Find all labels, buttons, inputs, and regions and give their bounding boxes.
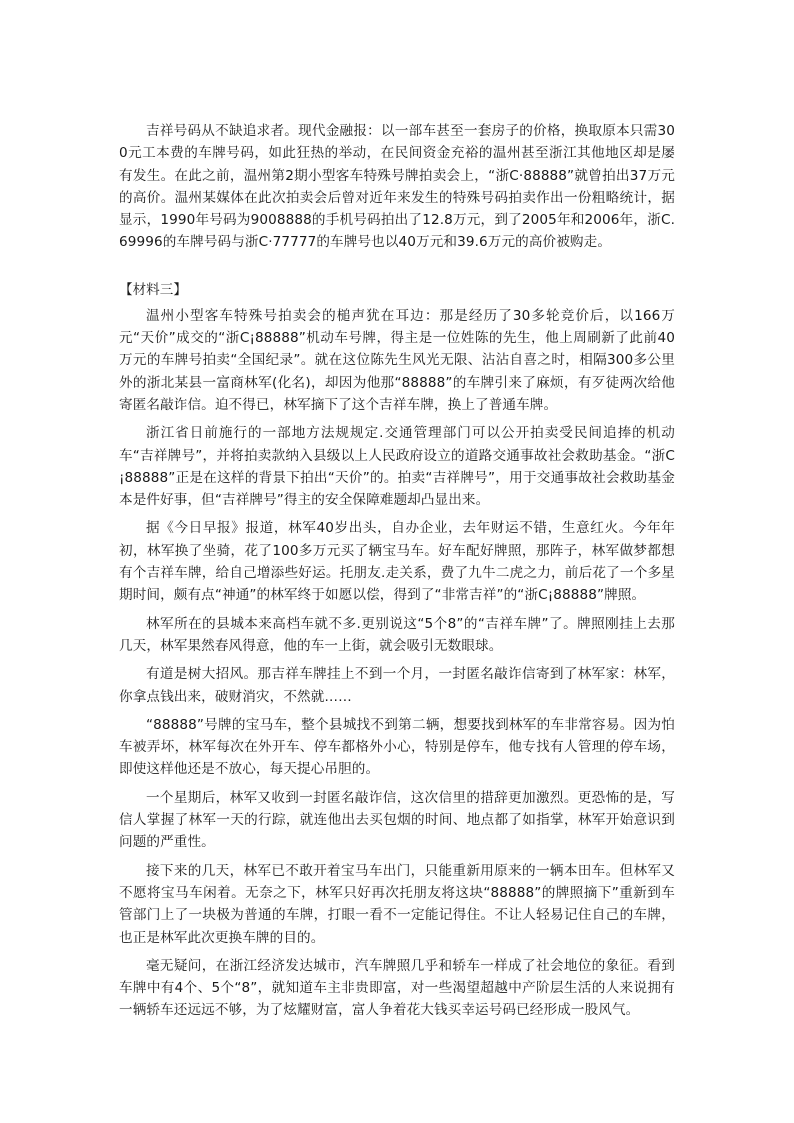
document-page (119, 120, 675, 1028)
body-paragraph: 一个星期后，林军又收到一封匿名敲诈信，这次信里的措辞更加激烈。更恐怖的是，写信人掌握了林军一天的行踪，就连他出去买包烟的时间、地点都了如指掌，林军开始意识到问题的严重性。 (119, 789, 675, 851)
body-paragraph: “88888”号牌的宝马车，整个县城找不到第二辆，想要找到林军的车非常容易。因为怕车被弄坏，林军每次在外开车、停车都格外小心，特别是停车，他专找有人管理的停车场，即使这样他还是不放心，每天提心吊胆的。 (119, 716, 675, 778)
intro-paragraph: 吉祥号码从不缺追求者。现代金融报：以一部车甚至一套房子的价格，换取原本只需300元工本费的车牌号码，如此狂热的举动，在民间资金充裕的温州甚至浙江其他地区却是屡有发生。在此之前，温州第2期小型客车特殊号牌拍卖会上，“浙C·88888”就曾拍出37万元的高价。温州某媒体在此次拍卖会后曾对近年来发生的特殊号码拍卖作出一份粗略统计，据显示，1990年号码为9008888的手机号码拍出了12.8万元，到了2005年和2006年，浙C.69996的车牌号码与浙C·77777的车牌号也以40万元和39.6万元的高价被购走。 (119, 123, 675, 251)
body-paragraph: 浙江省日前施行的一部地方法规规定.交通管理部门可以公开拍卖受民间追捧的机动车“吉祥牌号”，并将拍卖款纳入县级以上人民政府设立的道路交通事故社会救助基金。“浙C¡88888”正是在这样的背景下拍出“天价”的。拍卖“吉祥牌号”，用于交通事故社会救助基金本是件好事，但“吉祥牌号”得主的安全保障难题却凸显出来。 (119, 425, 675, 509)
body-paragraph: 有道是树大招风。那吉祥车牌挂上不到一个月，一封匿名敲诈信寄到了林军家：林军，你拿点钱出来，破财消灾，不然就…… (119, 666, 675, 705)
body-paragraph: 接下来的几天，林军已不敢开着宝马车出门，只能重新用原来的一辆本田车。但林军又不愿将宝马车闲着。无奈之下，林军只好再次托朋友将这块“88888”的牌照摘下”重新到车管部门上了一块极为普通的车牌，打眼一看不一定能记得住。不让人轻易记住自己的车牌，也正是林军此次更换车牌的目的。 (119, 862, 675, 946)
body-paragraph: 林军所在的县城本来高档车就不多.更别说这“5个8”的“吉祥车牌”了。牌照刚挂上去那几天，林军果然春风得意，他的车一上街，就会吸引无数眼球。 (119, 615, 675, 654)
body-paragraph: 毫无疑问，在浙江经济发达城市，汽车牌照几乎和轿车一样成了社会地位的象征。看到车牌中有4个、5个“8”，就知道车主非贵即富，对一些渴望超越中产阶层生活的人来说拥有一辆轿车还远远不够，为了炫耀财富，富人争着花大钱买幸运号码已经形成一股风气。 (119, 957, 675, 1019)
section-title: 【材料三】 (119, 281, 187, 298)
body-paragraph: 据《今日早报》报道，林军40岁出头，自办企业，去年财运不错，生意红火。今年年初，林军换了坐骑，花了100多万元买了辆宝马车。好车配好牌照，那阵子，林军做梦都想有个吉祥车牌，给自己增添些好运。托朋友.走关系，费了九牛二虎之力，前后花了一个多星期时间，颇有点“神通”的林军终于如愿以偿，得到了“非常吉祥”的“浙C¡88888”牌照。 (119, 520, 675, 604)
body-paragraph: 温州小型客车特殊号拍卖会的槌声犹在耳边：那是经历了30多轮竞价后，以166万元“天价”成交的“浙C¡88888”机动车号牌，得主是一位姓陈的先生，他上周刷新了此前40万元的车牌号拍卖“全国纪录”。就在这位陈先生风光无限、沾沾自喜之时，相隔300多公里外的浙北某县一富商林军(化名)，却因为他那“88888”的车牌引来了麻烦，有歹徒两次给他寄匿名敲诈信。迫不得已，林军摘下了这个吉祥车牌，换上了普通车牌。 (119, 307, 675, 413)
